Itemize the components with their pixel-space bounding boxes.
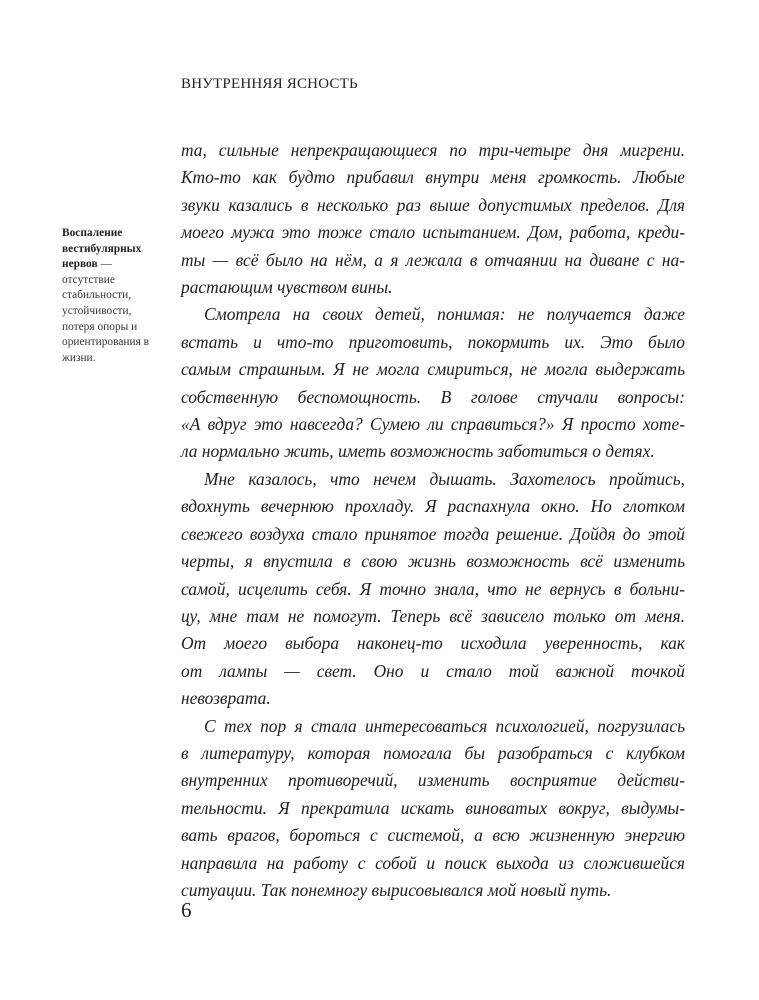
text-line: растающим чувством вины. [181,277,393,298]
text-line: та, сильные непрекращающиеся по три-четыре дня мигрени. [181,140,685,160]
page-number: 6 [181,898,192,922]
text-line: цу, мне там не помогут. Теперь всё зависело только от меня. [181,605,685,626]
text-line: звуки казались в несколько раз выше допустимых пределов. Для [181,194,685,215]
text-line: в литературу, которая помогала бы разобраться с клубком [181,742,685,763]
main-text [181,137,685,904]
text-line: Мне казалось, что нечем дышать. Захотелось пройтись, [204,468,685,489]
text-line: самым страшным. Я не могла смириться, не могла выдержать [181,359,685,380]
text-line: Смотрела на своих детей, понимая: не получается даже [204,304,685,325]
text-line: от лампы — свет. Оно и стало той важной точкой [181,660,685,681]
text-line: свежего воздуха стало принятое тогда решение. Дойдя до этой [181,523,685,544]
text-line: самой, исцелить себя. Я точно знала, что не вернусь в больни- [181,578,685,599]
text-line: ты — всё было на нём, а я лежала в отчаянии на диване с на- [181,249,685,270]
paragraph [181,137,685,301]
text-line: вдохнуть вечернюю прохладу. Я распахнула окно. Но глотком [181,496,685,517]
sidenote-definition: — отсутствие стабильности, устойчивости, потеря опоры и ориентирования в жизни. [62,258,150,364]
paragraph [181,301,685,465]
paragraph [181,713,685,905]
text-line: ситуации. Так понемногу вырисовывался мой новый путь. [181,879,612,900]
text-line: встать и что-то приготовить, покормить их. Это было [181,331,685,352]
text-line: внутренних противоречий, изменить восприятие действи- [181,770,685,791]
text-line: собственную беспомощность. В голове стучали вопросы: [181,386,685,407]
text-line: ла нормально жить, иметь возможность заботиться о детях. [181,441,655,462]
text-line: тельности. Я прекратила искать виноватых вокруг, выдумы- [181,797,685,818]
text-line: невозврата. [181,688,271,709]
text-line: С тех пор я стала интересоваться психологией, погрузилась [204,715,685,736]
text-line: вать врагов, бороться с системой, а всю жизненную энергию [181,825,685,846]
text-line: Кто-то как будто прибавил внутри меня громкость. Любые [181,167,685,188]
sidenote-term: Воспаление вестибулярных нервов [62,227,142,271]
running-head: ВНУТРЕННЯЯ ЯСНОСТЬ [181,76,358,92]
text-line: моего мужа это тоже стало испытанием. Дом, работа, креди- [181,222,685,243]
text-line: «А вдруг это навсегда? Сумею ли справиться?» Я просто хоте- [181,414,685,435]
text-line: черты, я впустила в свою жизнь возможность всё изменить [181,551,685,572]
sidenote [62,226,154,366]
paragraph [181,466,685,713]
text-line: От моего выбора наконец-то исходила уверенность, как [181,633,685,654]
text-line: направила на работу с собой и поиск выхода из сложившейся [181,852,685,873]
